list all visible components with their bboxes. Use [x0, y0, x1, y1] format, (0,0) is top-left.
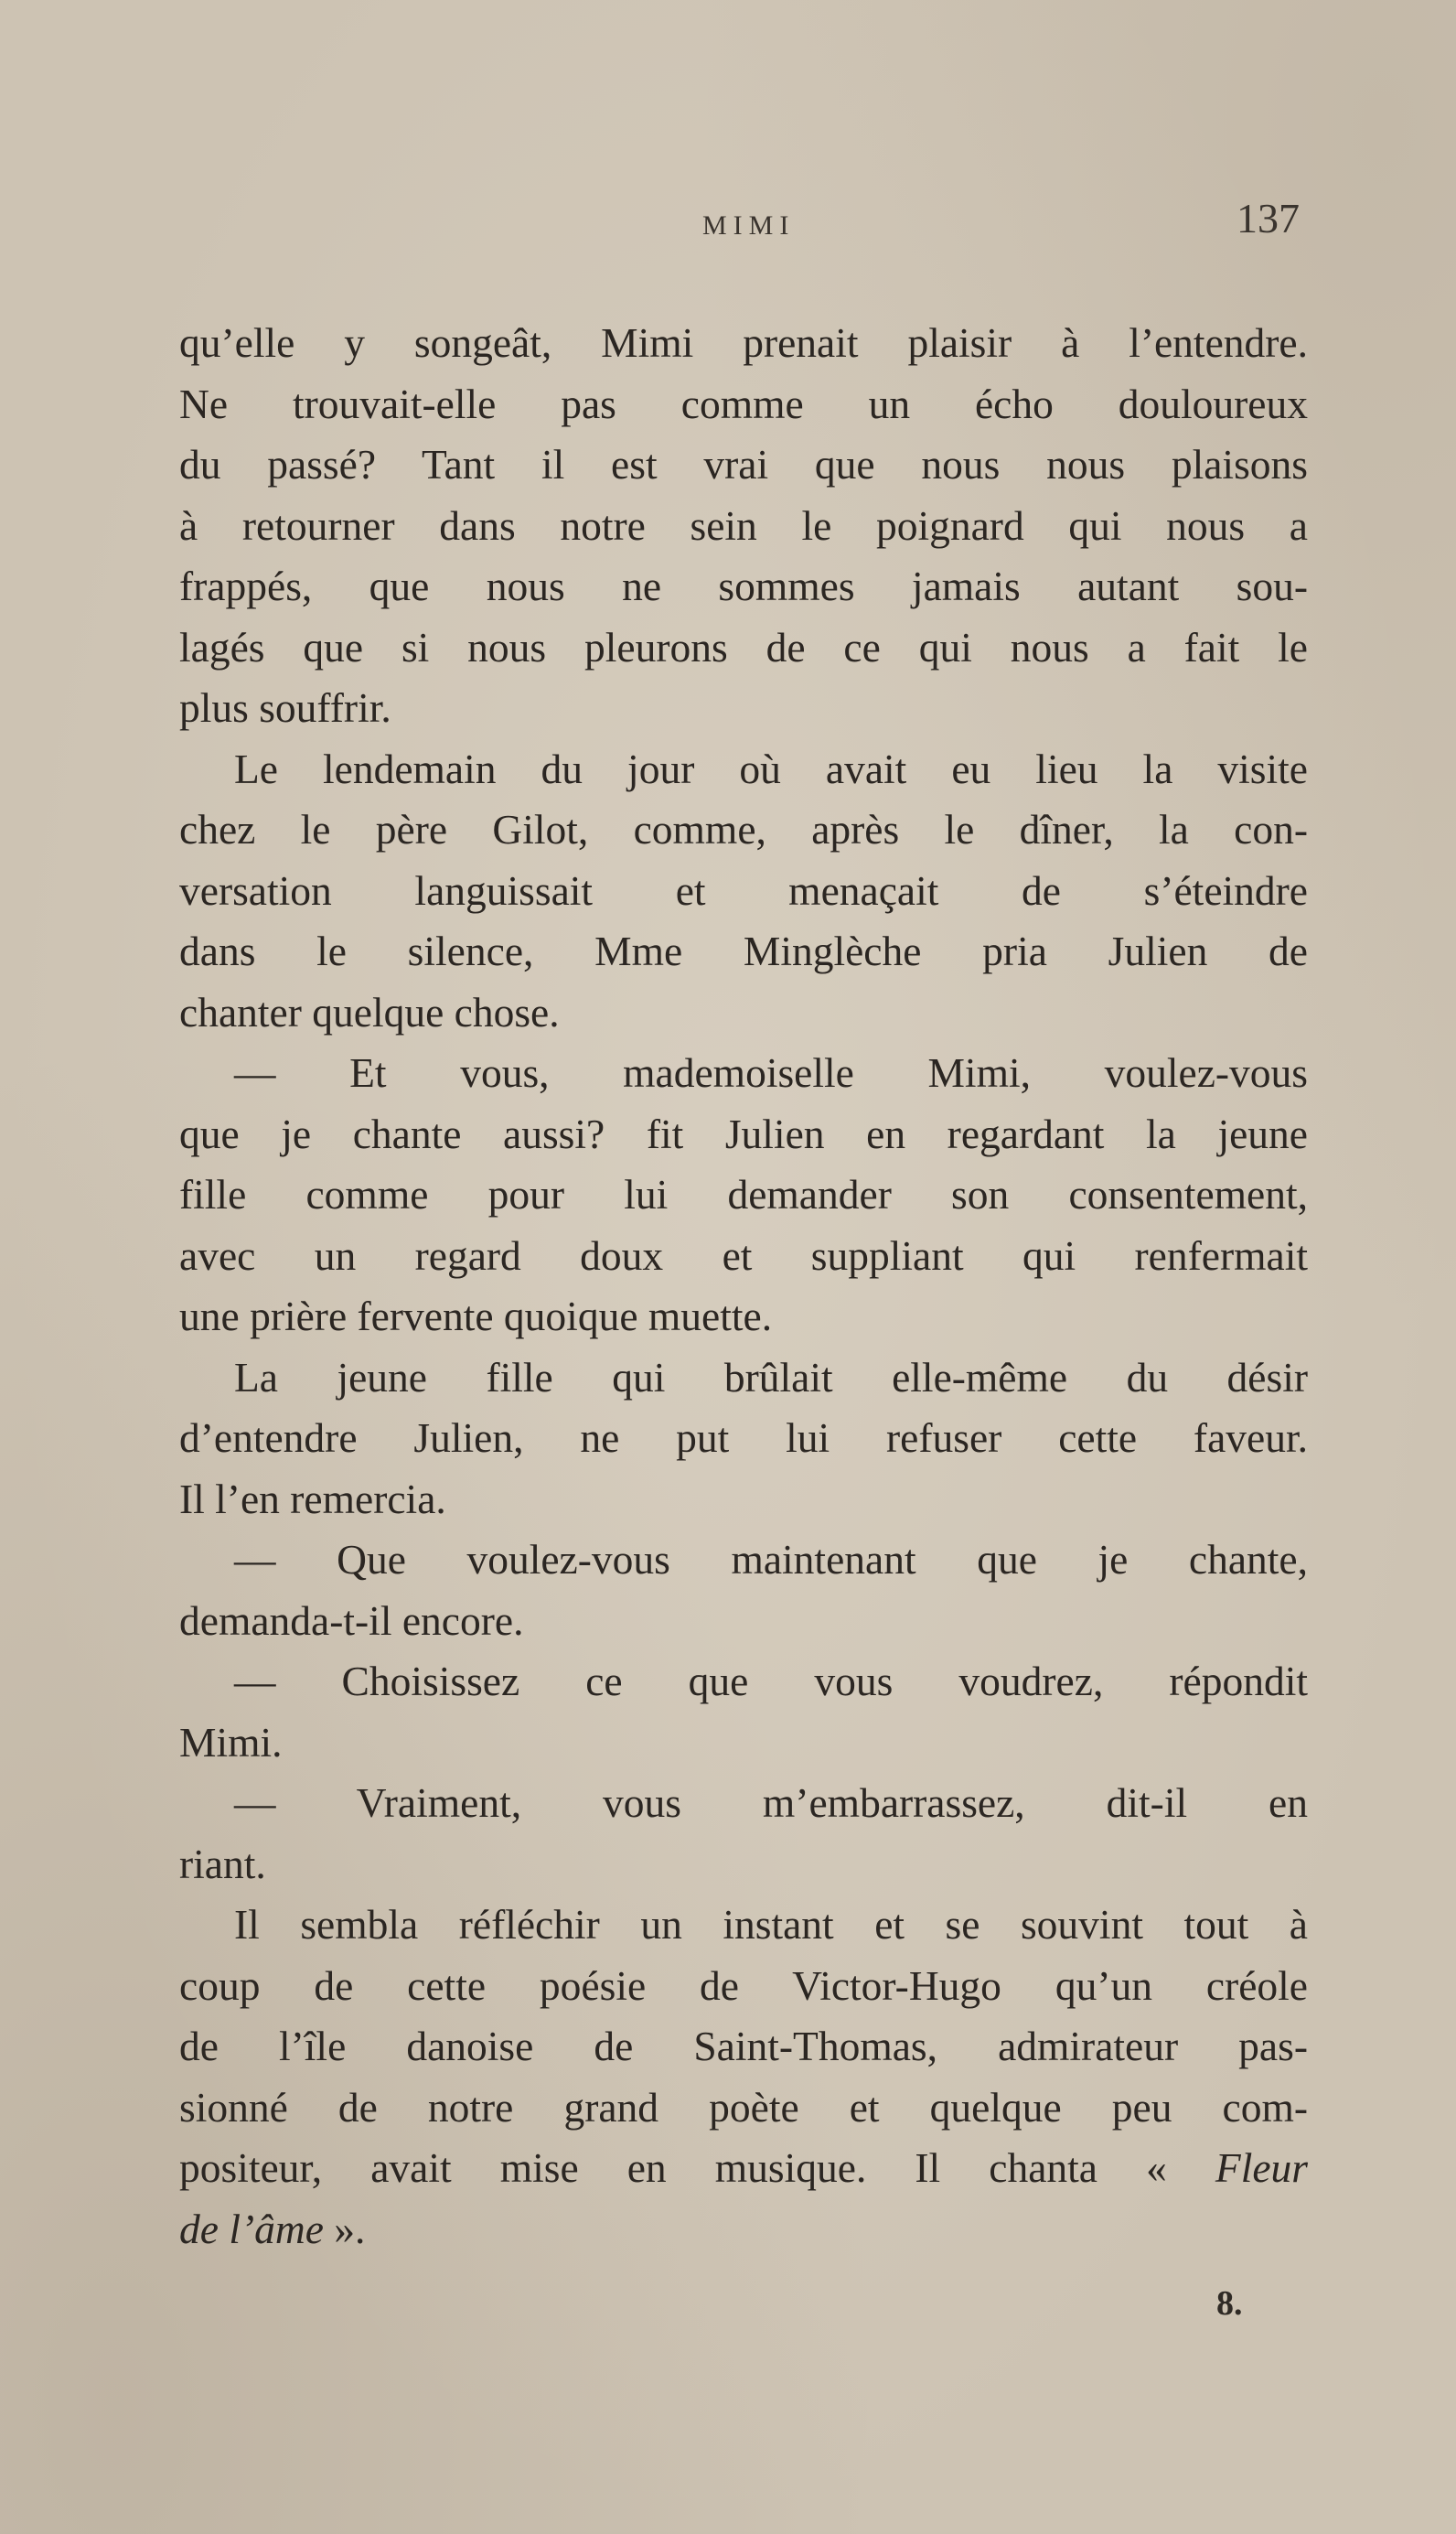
text-line: dans le silence, Mme Minglèche pria Julien de	[179, 928, 1308, 974]
text-line: d’entendre Julien, ne put lui refuser cette faveur.	[179, 1414, 1308, 1461]
text-line: sionné de notre grand poète et quelque peu com-	[179, 2083, 1308, 2131]
text-line: riant.	[179, 1840, 266, 1887]
text-line: — Que voulez-vous maintenant que je chante,	[234, 1536, 1308, 1583]
text-line: que je chante aussi? fit Julien en regardant la jeune	[179, 1110, 1308, 1157]
text-line: Il l’en remercia.	[179, 1475, 446, 1522]
closing-quote: ».	[323, 2205, 366, 2252]
running-title: MIMI	[702, 210, 796, 241]
text-line: positeur, avait mise en musique. Il chanta «	[179, 2144, 1167, 2191]
text-line: qu’elle y songeât, Mimi prenait plaisir à l’entendre.	[179, 319, 1308, 366]
text-line: fille comme pour lui demander son consentement,	[179, 1171, 1308, 1218]
text-line: — Choisissez ce que vous voudrez, répondit	[234, 1658, 1308, 1704]
text-line: lagés que si nous pleurons de ce qui nous a fait le	[179, 623, 1308, 671]
text-line-with-title	[179, 2138, 1308, 2199]
text-line: Mimi.	[179, 1718, 283, 1766]
text-line: demanda-t-il encore.	[179, 1596, 524, 1644]
page-number: 137	[1237, 195, 1300, 242]
signature-mark: 8.	[1216, 2284, 1243, 2323]
text-line: — Vraiment, vous m’embarrassez, dit-il en	[234, 1779, 1308, 1826]
song-title-part1: Fleur	[1215, 2144, 1308, 2191]
text-line: Ne trouvait-elle pas comme un écho douloureux	[179, 380, 1308, 427]
text-line: de l’île danoise de Saint-Thomas, admirateur pas-	[179, 2023, 1308, 2069]
text-line: — Et vous, mademoiselle Mimi, voulez-vous	[234, 1049, 1308, 1096]
body-text	[179, 313, 1308, 2260]
text-line: chez le père Gilot, comme, après le dîner, la con-	[179, 806, 1308, 853]
text-line: plus souffrir.	[179, 684, 391, 731]
text-line: versation languissait et menaçait de s’éteindre	[179, 866, 1308, 914]
text-line: Il sembla réfléchir un instant et se souvint tout à	[234, 1901, 1308, 1948]
text-line: à retourner dans notre sein le poignard qui nous a	[179, 501, 1308, 549]
text-line: du passé? Tant il est vrai que nous nous plaisons	[179, 441, 1308, 488]
song-title-part2: de l’âme	[179, 2205, 324, 2252]
text-line: frappés, que nous ne sommes jamais autant sou-	[179, 563, 1308, 609]
text-line: Le lendemain du jour où avait eu lieu la visite	[234, 745, 1308, 792]
text-line: avec un regard doux et suppliant qui renfermait	[179, 1231, 1308, 1279]
text-line: La jeune fille qui brûlait elle-même du désir	[234, 1353, 1308, 1401]
text-line: chanter quelque chose.	[179, 988, 560, 1036]
text-line: coup de cette poésie de Victor-Hugo qu’un créole	[179, 1961, 1308, 2009]
text-line: une prière fervente quoique muette.	[179, 1293, 773, 1339]
text-line-final	[179, 2199, 1308, 2260]
